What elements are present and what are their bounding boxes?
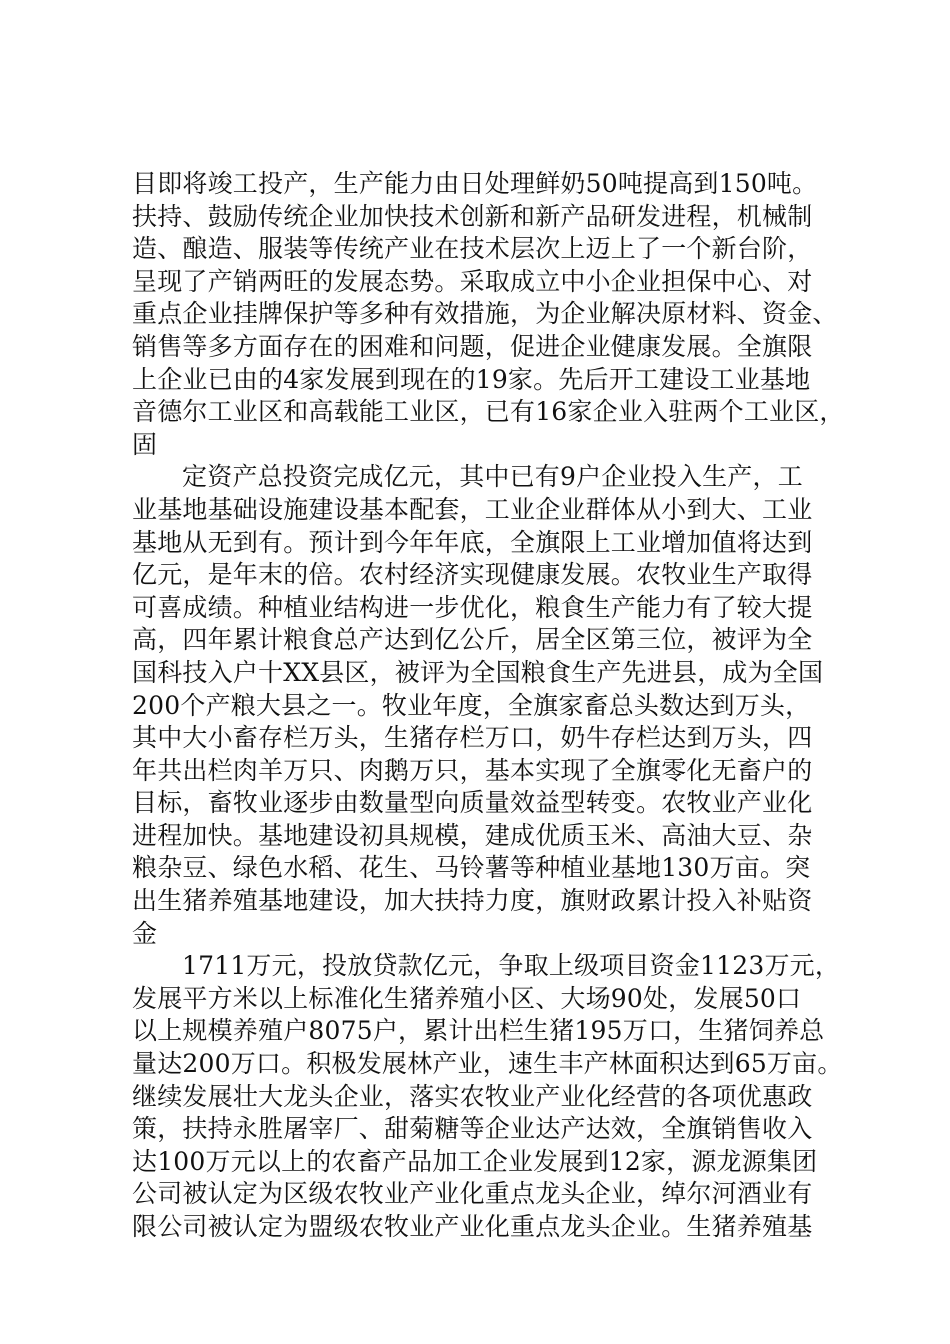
text-line: 出生猪养殖基地建设，加大扶持力度，旗财政累计投入补贴资 <box>132 886 813 916</box>
text-line: 限公司被认定为盟级农牧业产业化重点龙头企业。生猪养殖基 <box>132 1212 813 1241</box>
text-line: 可喜成绩。种植业结构进一步优化，粮食生产能力有了较大提 <box>132 592 813 622</box>
text-line: 达100万元以上的农畜产品加工企业发展到12家，源龙源集团 <box>132 1146 818 1176</box>
text-line: 200个产粮大县之一。牧业年度，全旗家畜总头数达到万头， <box>132 690 811 720</box>
text-line: 目标，畜牧业逐步由数量型向质量效益型转变。农牧业产业化 <box>132 788 813 818</box>
text-line: 呈现了产销两旺的发展态势。采取成立中小企业担保中心、对 <box>132 266 813 296</box>
text-line: 扶持、鼓励传统企业加快技术创新和新产品研发进程，机械制 <box>132 201 813 231</box>
document-body <box>132 168 852 1244</box>
text-line: 金 <box>132 918 158 948</box>
text-line: 造、酿造、服装等传统产业在技术层次上迈上了一个新台阶， <box>132 234 813 264</box>
text-line: 目即将竣工投产，生产能力由日处理鲜奶50吨提高到150吨。 <box>132 169 818 198</box>
text-line: 高，四年累计粮食总产达到亿公斤，居全区第三位，被评为全 <box>132 625 813 655</box>
text-line: 销售等多方面存在的困难和问题，促进企业健康发展。全旗限 <box>132 331 813 361</box>
text-line: 上企业已由的4家发展到现在的19家。先后开工建设工业基地 <box>132 364 811 394</box>
text-line: 亿元，是年末的倍。农村经济实现健康发展。农牧业生产取得 <box>132 560 813 590</box>
text-line: 国科技入户十XX县区，被评为全国粮食生产先进县，成为全国 <box>132 657 824 687</box>
text-line: 年共出栏肉羊万只、肉鹅万只，基本实现了全旗零化无畜户的 <box>132 755 813 785</box>
text-line: 音德尔工业区和高载能工业区，已有16家企业入驻两个工业区， <box>132 397 845 427</box>
text-line: 策，扶持永胜屠宰厂、甜菊糖等企业达产达效，全旗销售收入 <box>132 1114 813 1144</box>
text-line: 以上规模养殖户8075户，累计出栏生猪195万口，生猪饲养总 <box>132 1016 825 1046</box>
text-line: 固 <box>132 429 158 459</box>
text-line: 发展平方米以上标准化生猪养殖小区、大场90处，发展50口 <box>132 983 802 1013</box>
text-line: 基地从无到有。预计到今年年底，全旗限上工业增加值将达到 <box>132 527 813 557</box>
paragraph-3 <box>132 950 852 1243</box>
paragraph-1 <box>132 168 852 461</box>
text-line: 粮杂豆、绿色水稻、花生、马铃薯等种植业基地130万亩。突 <box>132 853 811 883</box>
text-line-indented: 1711万元，投放贷款亿元，争取上级项目资金1123万元， <box>182 951 841 981</box>
text-line: 进程加快。基地建设初具规模，建成优质玉米、高油大豆、杂 <box>132 820 813 850</box>
text-line-indented: 定资产总投资完成亿元，其中已有9户企业投入生产，工 <box>182 462 803 492</box>
text-line: 量达200万口。积极发展林产业，速生丰产林面积达到65万亩。 <box>132 1049 843 1079</box>
text-line: 业基地基础设施建设基本配套，工业企业群体从小到大、工业 <box>132 494 813 524</box>
paragraph-2 <box>132 461 852 950</box>
text-line: 重点企业挂牌保护等多种有效措施，为企业解决原材料、资金、 <box>132 299 838 329</box>
text-line: 继续发展壮大龙头企业，落实农牧业产业化经营的各项优惠政 <box>132 1081 813 1111</box>
text-line: 公司被认定为区级农牧业产业化重点龙头企业，绰尔河酒业有 <box>132 1179 813 1209</box>
text-line: 其中大小畜存栏万头，生猪存栏万口，奶牛存栏达到万头，四 <box>132 723 813 753</box>
